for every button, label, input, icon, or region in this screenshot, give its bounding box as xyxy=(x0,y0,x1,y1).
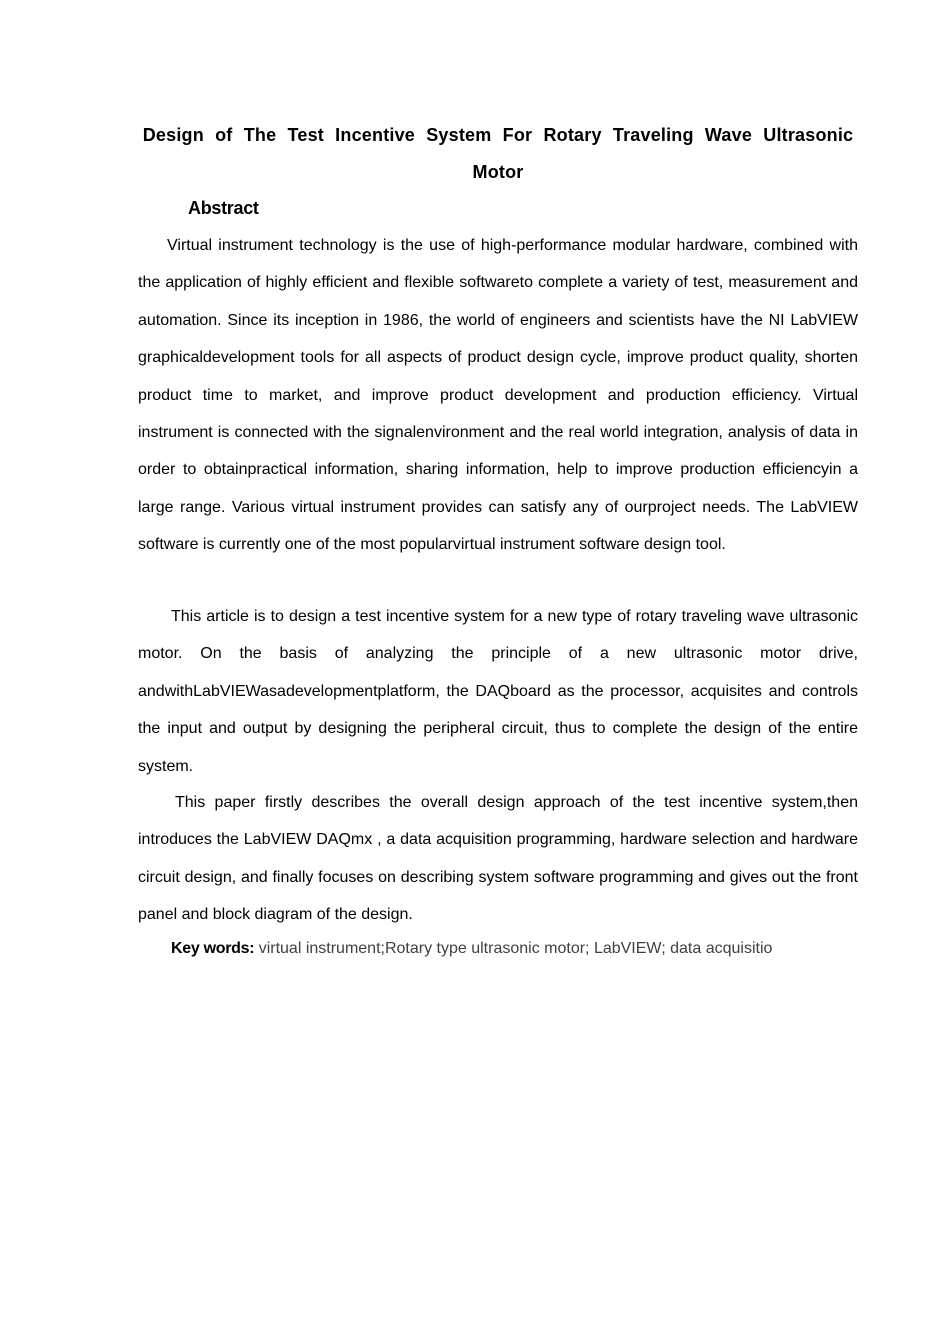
keywords-text: virtual instrument;Rotary type ultrasonic motor; LabVIEW; data acquisitio xyxy=(258,940,773,957)
abstract-paragraph-2: This article is to design a test incentive system for a new type of rotary traveling wave ultrasonic motor. On the basis of analyzing the principle of a new ultrasonic motor drive, andwithLabVIEWasadevelopmentplatform, the DAQboard as the processor, acquisites and controls the input and output by designing the peripheral circuit, thus to complete the design of the entire system. xyxy=(138,608,858,775)
abstract-paragraph-1: Virtual instrument technology is the use of high-performance modular hardware, combined with the application of highly efficient and flexible softwareto complete a variety of test, measurement and automation. Since its inception in 1986, the world of engineers and scientists have the NI LabVIEW graphicaldevelopment tools for all aspects of product design cycle, improve product quality, shorten product time to market, and improve product development and production efficiency. Virtual instrument is connected with the signalenvironment and the real world integration, analysis of data in order to obtainpractical information, sharing information, help to improve production efficiencyin a large range. Various virtual instrument provides can satisfy any of ourproject needs. The LabVIEW software is currently one of the most popularvirtual instrument software design tool. xyxy=(138,237,858,554)
abstract-heading: Abstract xyxy=(188,198,259,218)
keywords-line xyxy=(171,936,772,962)
abstract-paragraph-3: This paper firstly describes the overall design approach of the test incentive system,then introduces the LabVIEW DAQmx , a data acquisition programming, hardware selection and hardware circuit design, and finally focuses on describing system software programming and gives out the front panel and block diagram of the design. xyxy=(138,794,858,924)
keywords-label: Key words: xyxy=(171,940,255,957)
document-title: Design of The Test Incentive System For Rotary Traveling Wave Ultrasonic Motor xyxy=(142,125,854,182)
